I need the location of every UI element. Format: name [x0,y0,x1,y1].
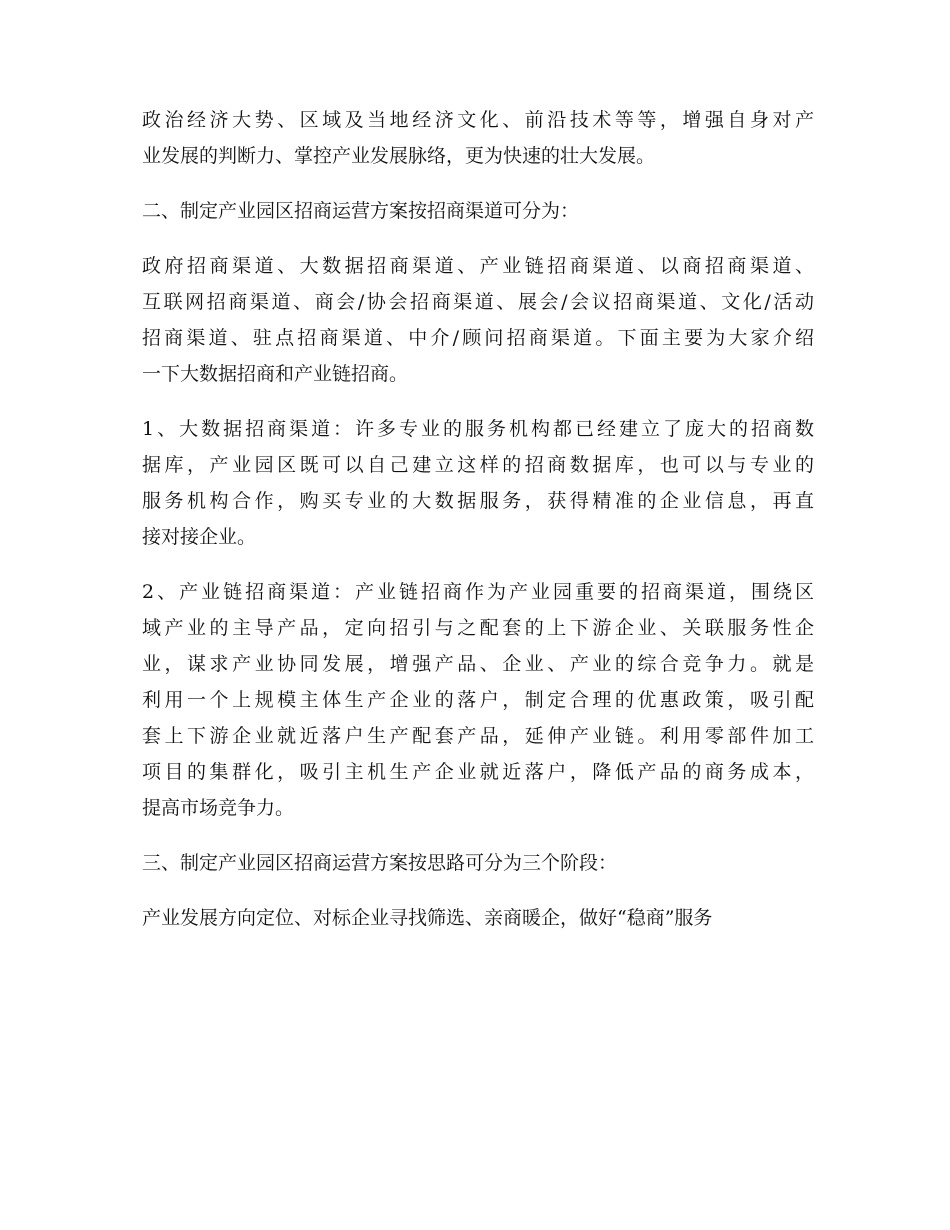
text-line: 产业发展方向定位、对标企业寻找筛选、亲商暖企，做好“稳商”服务 [142,907,713,929]
text-line: 利用一个上规模主体生产企业的落户，制定合理的优惠政策，吸引配 [142,689,814,711]
paragraph-big-data-channel [142,411,814,555]
text-line: 招商渠道、驻点招商渠道、中介/顾问招商渠道。下面主要为大家介绍 [142,327,814,349]
text-line: 服务机构合作，购买专业的大数据服务，获得精准的企业信息，再直 [142,490,814,512]
text-line: 套上下游企业就近落户生产配套产品，延伸产业链。利用零部件加工 [142,725,814,747]
text-line: 政府招商渠道、大数据招商渠道、产业链招商渠道、以商招商渠道、 [142,255,814,277]
text-line: 据库，产业园区既可以自己建立这样的招商数据库，也可以与专业的 [142,454,814,476]
text-line: 业发展的判断力、掌控产业发展脉络，更为快速的壮大发展。 [142,145,656,167]
paragraph-industry-chain-channel [142,574,814,826]
document-body [142,102,814,936]
paragraph-channels-list [142,248,814,392]
text-line: 域产业的主导产品，定向招引与之配套的上下游企业、关联服务性企 [142,617,814,639]
text-line: 1、大数据招商渠道：许多专业的服务机构都已经建立了庞大的招商数 [142,418,814,440]
paragraph-intro-continuation [142,102,814,174]
heading-line: 二、制定产业园区招商运营方案按招商渠道可分为： [142,200,580,222]
text-line: 提高市场竞争力。 [142,797,295,819]
text-line: 互联网招商渠道、商会/协会招商渠道、展会/会议招商渠道、文化/活动 [142,291,814,313]
heading-line: 三、制定产业园区招商运营方案按思路可分为三个阶段： [142,852,618,874]
section-heading-3 [142,845,814,881]
section-heading-2 [142,193,814,229]
text-line: 2、产业链招商渠道：产业链招商作为产业园重要的招商渠道，围绕区 [142,581,814,603]
paragraph-stages [142,900,814,936]
text-line: 一下大数据招商和产业链招商。 [142,363,409,385]
text-line: 项目的集群化，吸引主机生产企业就近落户，降低产品的商务成本， [142,761,814,783]
text-line: 政治经济大势、区域及当地经济文化、前沿技术等等，增强自身对产 [142,109,814,131]
text-line: 业，谋求产业协同发展，增强产品、企业、产业的综合竞争力。就是 [142,653,814,675]
text-line: 接对接企业。 [142,526,257,548]
